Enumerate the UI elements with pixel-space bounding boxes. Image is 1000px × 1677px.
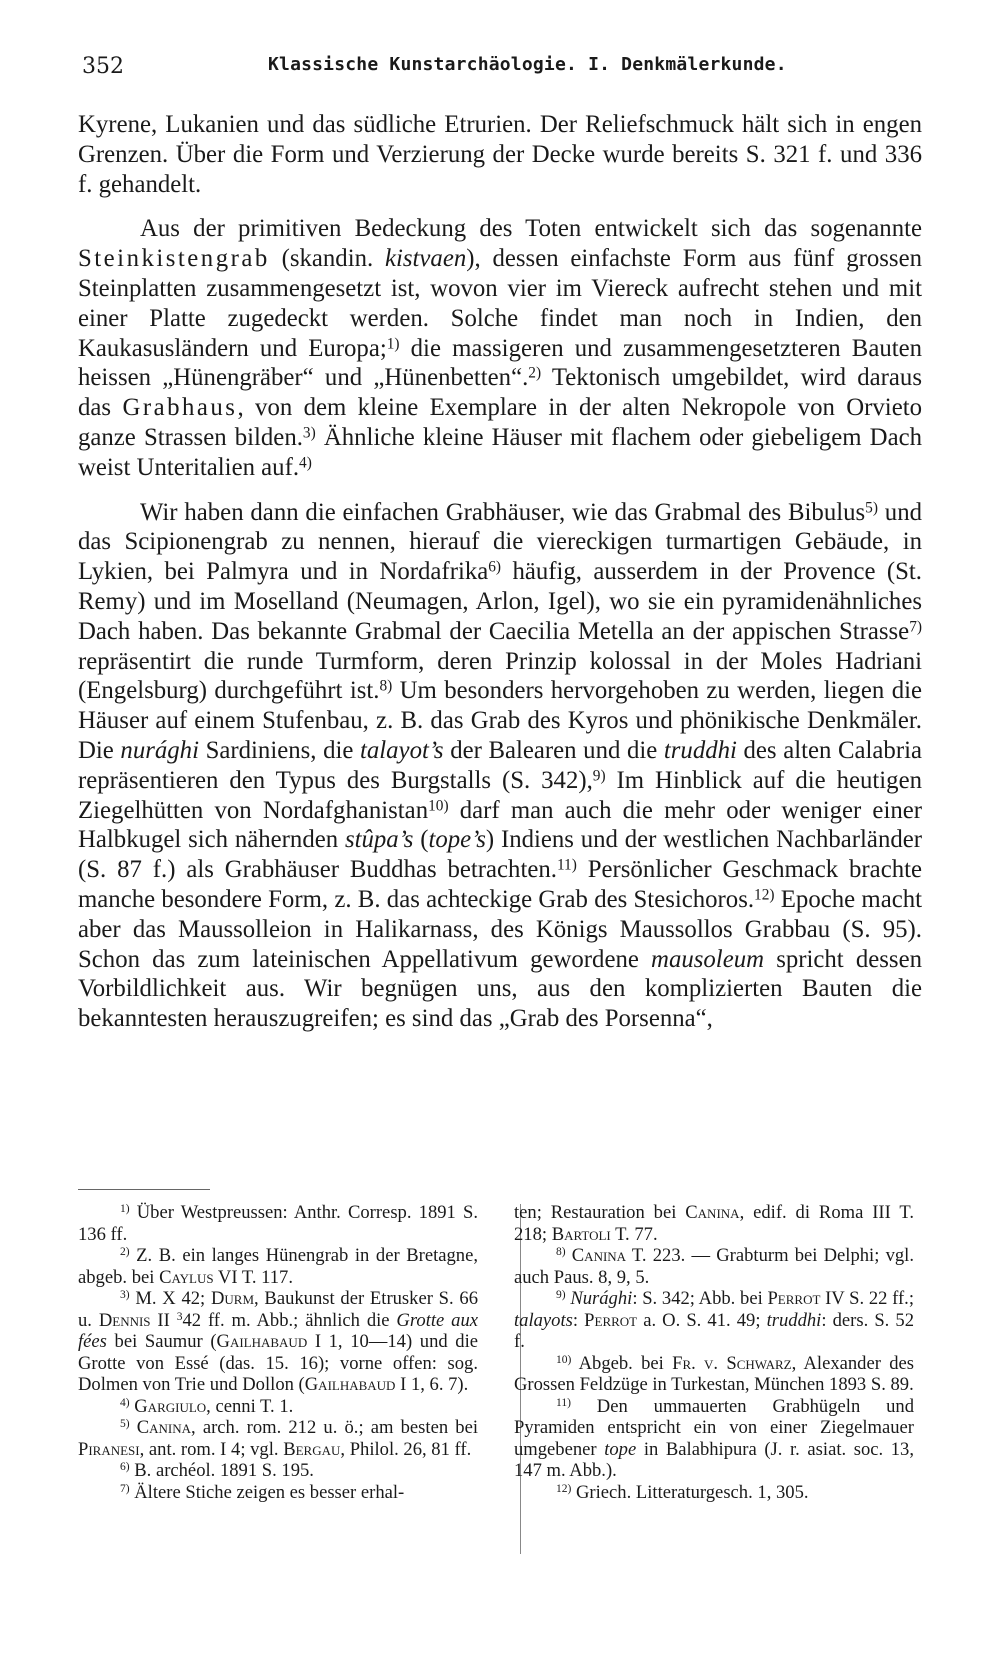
text-run: Wir haben dann die einfachen Grabhäuser, wie das Grabmal des Bibulus	[140, 498, 866, 526]
italic-term: truddhi	[766, 1309, 822, 1331]
author-name: Bartoli	[551, 1223, 611, 1245]
footnotes-left-column	[78, 1202, 478, 1503]
edition-superscript: 3	[176, 1310, 183, 1323]
footnote-ref-9[interactable]: 9)	[592, 767, 606, 785]
footnote-number: 9)	[556, 1289, 566, 1302]
running-header	[82, 54, 922, 94]
footnote-text: , Alexander des Grossen Feldzüge in Turkestan, München 1893 S. 89.	[514, 1352, 914, 1395]
italic-term-mausoleum: mausoleum	[651, 945, 765, 973]
author-name: Caylus	[159, 1266, 214, 1288]
footnote-5	[78, 1417, 478, 1460]
footnote-ref-4[interactable]: 4)	[299, 454, 312, 472]
footnote-ref-7[interactable]: 7)	[909, 618, 922, 636]
footnote-text: 42 ff. m. Abb.; ähnlich die	[182, 1309, 397, 1331]
text-run: der Balearen und die	[443, 736, 664, 764]
text-run: des alten Calabria repräsentieren den Typus des Burgstalls (S. 342),	[78, 736, 922, 794]
author-name: Perrot	[767, 1288, 821, 1309]
footnote-text: , ant. rom. I 4; vgl.	[139, 1438, 284, 1460]
footnote-text: B. archéol. 1891 S. 195.	[129, 1460, 314, 1481]
italic-term-topes: tope’s	[428, 826, 486, 854]
running-title: Klassische Kunstarchäologie. I. Denkmälerkunde.	[268, 54, 787, 75]
footnote-number: 12)	[556, 1482, 572, 1495]
italic-term: tope	[604, 1438, 637, 1460]
footnote-ref-5[interactable]: 5)	[865, 498, 878, 516]
paragraph-2	[78, 214, 922, 482]
footnote-number: 5)	[120, 1418, 130, 1431]
footnote-text: in Balabhipura (J. r. asiat. soc. 13, 147 m. Abb.).	[514, 1438, 914, 1481]
footnote-ref-2[interactable]: 2)	[528, 364, 542, 382]
text-run: darf man auch die mehr oder weniger einer Halbkugel sich nähernden	[78, 796, 922, 854]
footnote-ref-11[interactable]: 11)	[556, 856, 577, 874]
text-run: Tektonisch umgebildet, wird daraus das	[78, 364, 922, 422]
footnote-ref-6[interactable]: 6)	[488, 558, 502, 576]
footnote-number: 10)	[556, 1353, 572, 1366]
text-run: (skandin.	[269, 245, 385, 273]
footnote-text: T. 77.	[610, 1223, 658, 1245]
footnote-text: Den ummauerten Grabhügeln und Pyramiden entspricht ein von einer Ziegelmauer umgebener	[514, 1395, 914, 1460]
text-run: , von dem kleine Exemplare in der alten Nekropole von Orvieto ganze Strassen bilden.	[78, 394, 922, 451]
text-run: ) Indiens und der westlichen Nachbarländer (S. 87 f.) als Grabhäuser Buddhas betrachten.	[78, 826, 922, 884]
footnote-6	[78, 1460, 478, 1482]
footnote-text: , Philol. 26, 81 ff.	[340, 1438, 472, 1460]
author-name: Perrot	[584, 1309, 638, 1331]
author-name: Bergau	[283, 1438, 341, 1460]
footnote-text: T. 223. — Grabturm bei Delphi; vgl. auch Paus. 8, 9, 5.	[514, 1245, 914, 1288]
author-name: Gargiulo	[134, 1395, 207, 1417]
footnote-text: , Baukunst der Etrusker S. 66 u.	[78, 1288, 479, 1331]
footnote-11	[514, 1396, 914, 1482]
footnote-text: a. O. S. 41. 49;	[637, 1309, 767, 1331]
footnote-text: Ältere Stiche zeigen es besser erhal-	[129, 1481, 405, 1503]
footnote-rule	[78, 1189, 210, 1190]
text-run: die massigeren und zusammengesetzteren Bauten heissen „Hünengräber“ und „Hünenbetten“.	[78, 334, 923, 392]
footnote-ref-1[interactable]: 1)	[386, 334, 400, 352]
footnote-text: M. X 42;	[129, 1288, 211, 1309]
author-name: Dennis	[98, 1309, 151, 1331]
footnote-2	[78, 1245, 478, 1288]
italic-term-truddhi: truddhi	[663, 736, 737, 764]
footnote-ref-3[interactable]: 3)	[302, 424, 316, 442]
italic-term-kistvaen: kistvaen	[384, 245, 467, 273]
footnote-ref-12[interactable]: 12)	[754, 886, 775, 904]
author-name: Durm	[210, 1288, 255, 1309]
text-run: Epoche macht aber das Maussolleion in Halikarnass, des Königs Maussollos Grabbau (S. 95). Schon das zum lateinischen Appellativum gewordene	[78, 885, 922, 973]
text-run: Sardiniens, die	[198, 736, 360, 764]
page-number: 352	[82, 54, 124, 79]
footnote-text: bei Saumur (	[106, 1331, 217, 1352]
footnote-number: 4)	[120, 1396, 130, 1409]
text-run: und das Scipionengrab zu nennen, hierauf die viereckigen turmartigen Gebäude, in Lykien, bei Palmyra und in Nordafrika	[78, 498, 922, 586]
footnote-text: , cenni T. 1.	[206, 1395, 294, 1417]
footnote-text: , edif. di Roma III T. 218;	[514, 1202, 914, 1245]
author-name: Canina	[685, 1202, 740, 1223]
paragraph-1: Kyrene, Lukanien und das südliche Etrurien. Der Reliefschmuck hält sich in engen Grenzen. Über die Form und Verzierung der Decke wurde bereits S. 321 f. und 336 f. gehandelt.	[78, 111, 922, 198]
footnote-text: II	[150, 1309, 177, 1331]
author-name: Fr. v. Schwarz	[672, 1352, 792, 1374]
footnote-text: :	[572, 1309, 585, 1331]
footnote-number: 11)	[556, 1396, 571, 1409]
footnote-ref-10[interactable]: 10)	[428, 796, 449, 814]
text-run: ), dessen einfachste Form aus fünf grossen Steinplatten zusammengesetzt ist, wovon vier im Viereck aufrecht stehen und mit einer Platte zugedeckt werden. Solche findet man noch in Indien, den Kaukasusländern und Europa;	[78, 245, 922, 362]
author-name: Canina	[571, 1245, 627, 1266]
footnote-10	[514, 1353, 914, 1396]
footnote-12	[514, 1482, 914, 1504]
footnote-7	[78, 1482, 478, 1504]
author-name: Gailhabaud	[216, 1331, 308, 1352]
footnote-text: Über Westpreussen: Anthr. Corresp. 1891 S. 136 ff.	[78, 1202, 478, 1245]
footnote-number: 8)	[556, 1246, 566, 1259]
footnote-4	[78, 1396, 478, 1418]
footnote-text: I 1, 6. 7).	[395, 1374, 469, 1395]
italic-term: talayots	[514, 1309, 573, 1331]
footnote-text: I 1, 10—14) und die Grotte von Essé (das. 15. 16); vorne offen: sog. Dolmen von Trie und Dollon (	[78, 1331, 478, 1395]
footnote-text: VI T. 117.	[213, 1266, 293, 1288]
footnote-number: 3)	[120, 1289, 130, 1302]
text-run: häufig, ausserdem in der Provence (St. Remy) und im Moselland (Neumagen, Arlon, Igel), wo sie ein pyramidenähnliches Dach haben. Das bekannte Grabmal der Caecilia Metella an der appischen Strasse	[78, 558, 922, 645]
footnote-number: 2)	[120, 1246, 130, 1259]
footnote-3	[78, 1288, 478, 1396]
footnote-ref-8[interactable]: 8)	[379, 677, 393, 695]
footnote-number: 7)	[120, 1482, 130, 1495]
text-run: Um besonders hervorgehoben zu werden, liegen die Häuser auf einem Stufenbau, z. B. das Grab des Kyros und phönikische Denkmäler. Die	[78, 677, 922, 764]
footnote-number: 6)	[120, 1461, 130, 1474]
paragraph-3	[78, 498, 922, 1034]
footnote-text: , arch. rom. 212 u. ö.; am besten bei	[191, 1417, 478, 1438]
text-run: spricht dessen Vorbildlichkeit aus. Wir begnügen uns, aus den komplizierten Bauten die bekanntesten herauszugreifen; es sind das „Grab des Porsenna“,	[78, 945, 922, 1033]
footnote-text: IV S. 22 ff.;	[820, 1288, 914, 1309]
footnote-text: : S. 342; Abb. bei	[632, 1288, 768, 1309]
text-run: Aus der primitiven Bedeckung des Toten entwickelt sich das sogenannte	[140, 215, 922, 243]
author-name: Gailhabaud	[304, 1374, 396, 1395]
author-name: Piranesi	[78, 1438, 140, 1460]
text-run: Ähnliche kleine Häuser mit flachem oder giebeligem Dach weist Unteritalien auf.	[78, 423, 922, 481]
footnote-1	[78, 1202, 478, 1245]
footnote-8	[514, 1245, 914, 1288]
footnotes-right-column	[514, 1202, 914, 1503]
text-run: Persönlicher Geschmack brachte manche besondere Form, z. B. das achteckige Grab des Stesichoros.	[78, 856, 922, 913]
author-name: Canina	[136, 1417, 192, 1438]
text-run: repräsentirt die runde Turmform, deren Prinzip kolossal in der Moles Hadriani (Engelsburg) durchgeführt ist.	[78, 647, 922, 705]
italic-term-talayots: talayot’s	[359, 736, 444, 764]
footnote-text: Z. B. ein langes Hünengrab in der Bretagne, abgeb. bei	[78, 1245, 478, 1288]
italic-term-nuraghi: nurághi	[120, 736, 199, 764]
footnote-7-continued	[514, 1202, 914, 1245]
footnote-9	[514, 1288, 914, 1353]
footnote-text	[130, 1417, 137, 1438]
emphasis-term-steinkistengrab: Steinkistengrab	[78, 245, 270, 273]
footnote-text: ten; Restauration bei	[514, 1202, 686, 1223]
text-run: Im Hinblick auf die heutigen Ziegelhütten von Nordafghanistan	[78, 766, 922, 824]
italic-term-stupas: stûpa’s	[344, 826, 414, 854]
main-text	[78, 110, 922, 1049]
text-run: (	[413, 826, 429, 854]
italic-term: Grotte aux fées	[78, 1309, 479, 1352]
italic-term: Nurághi	[570, 1288, 633, 1309]
emphasis-term-grabhaus: Grabhaus	[122, 394, 238, 422]
footnote-text: : ders. S. 52 f.	[514, 1309, 914, 1352]
footnote-number: 1)	[120, 1203, 130, 1216]
footnote-text: Griech. Litteraturgesch. 1, 305.	[571, 1481, 809, 1503]
footnote-text: Abgeb. bei	[571, 1352, 673, 1374]
